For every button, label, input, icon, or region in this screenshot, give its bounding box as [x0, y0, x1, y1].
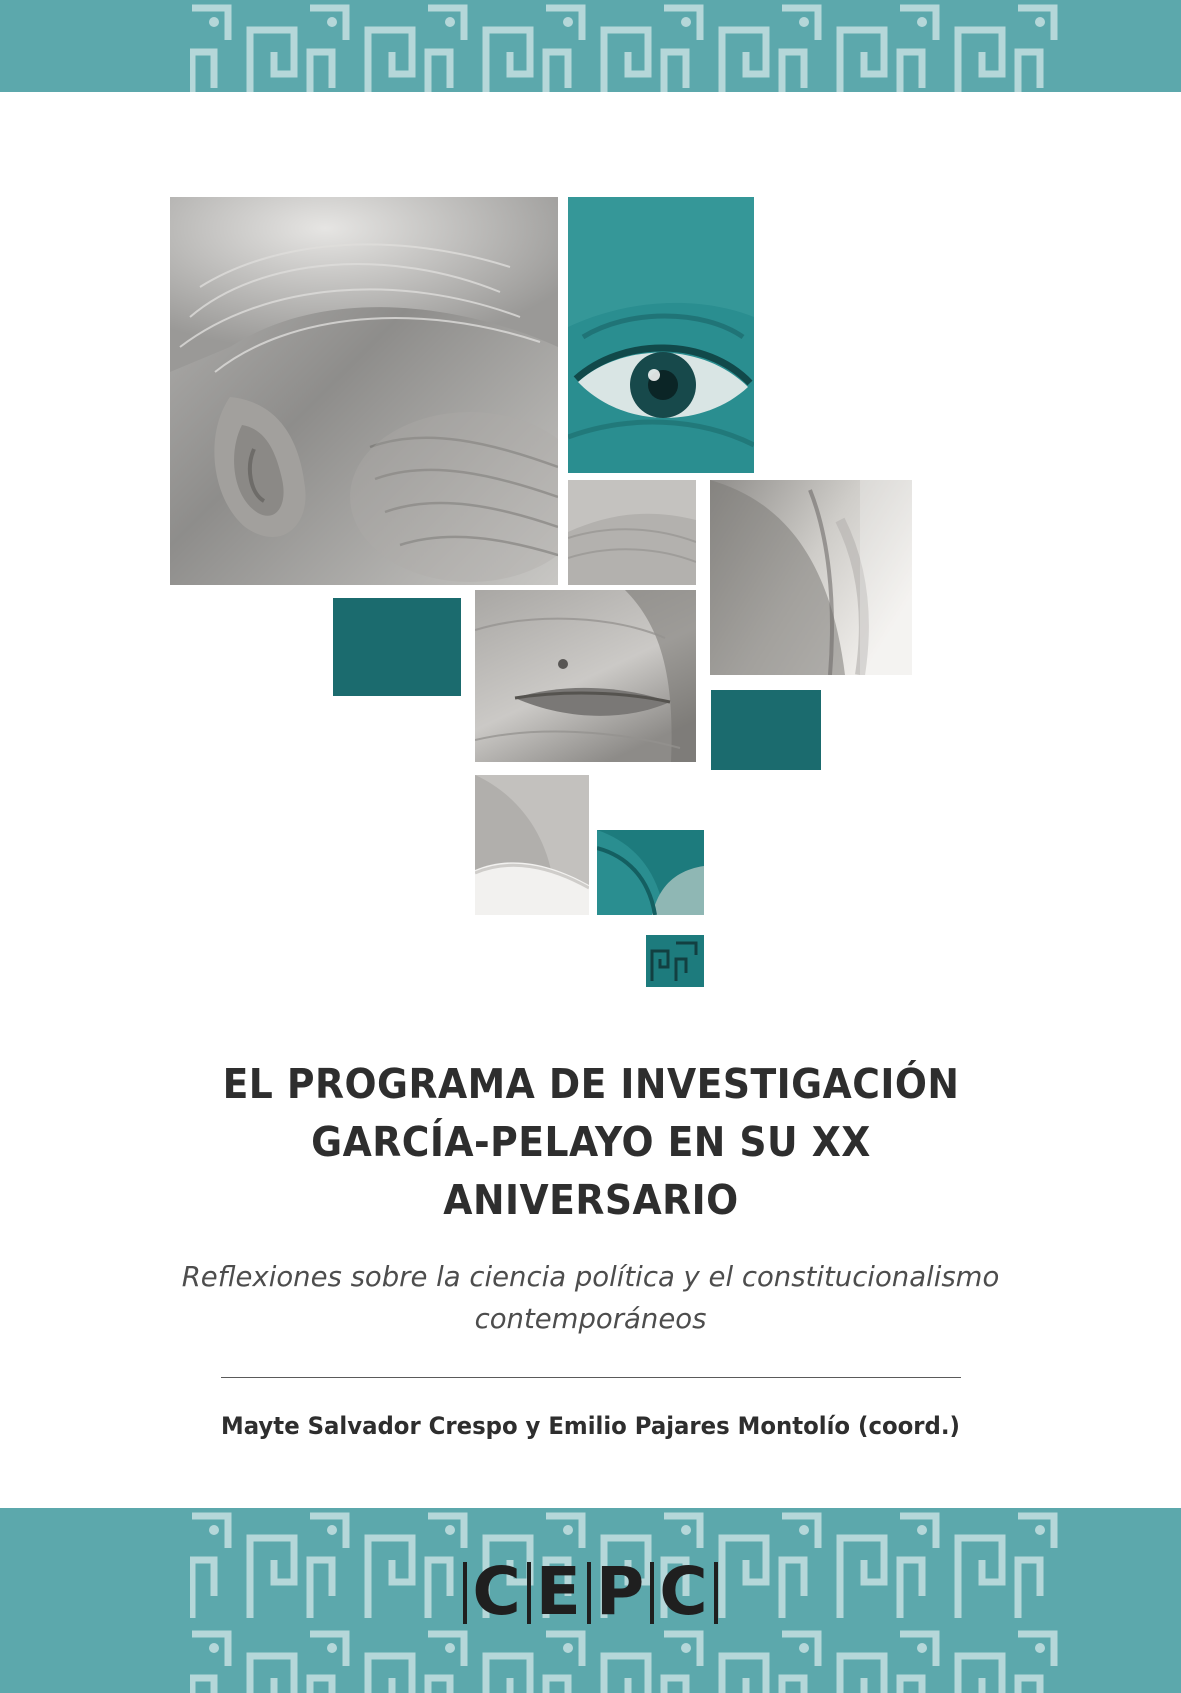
logo-bar-3: [650, 1562, 654, 1624]
title-line-2: GARCÍA-PELAYO EN SU XX ANIVERSARIO: [310, 1118, 871, 1225]
logo-bar-left: [463, 1562, 467, 1624]
tile-eye: [568, 197, 754, 473]
tile-collar-teal: [597, 830, 704, 915]
logo-bar-right: [714, 1562, 718, 1624]
cover-title-block: [0, 1055, 1181, 1440]
tile-pattern-small: [646, 935, 704, 987]
cepc-logo: [0, 1553, 1181, 1630]
logo-letter-c2: C: [659, 1553, 709, 1630]
authors-line: Mayte Salvador Crespo y Emilio Pajares Montolío (coord.): [221, 1411, 960, 1440]
tile-forehead-ear: [170, 197, 558, 585]
page-title: [177, 1055, 1005, 1230]
tile-nose-side: [710, 480, 912, 675]
tile-solid-left: [333, 598, 461, 696]
page-subtitle: [151, 1256, 1031, 1341]
divider-rule: [221, 1377, 961, 1378]
subtitle-line-2: contemporáneos: [474, 1303, 707, 1336]
title-line-1: EL PROGRAMA DE INVESTIGACIÓN: [222, 1060, 959, 1108]
tile-cheek-upper: [568, 480, 696, 585]
logo-letter-e: E: [535, 1553, 582, 1630]
logo-letter-p: P: [595, 1553, 646, 1630]
logo-bar-2: [587, 1562, 591, 1624]
tile-mouth: [475, 590, 696, 762]
logo-letter-c1: C: [472, 1553, 522, 1630]
tile-chin: [475, 775, 589, 915]
logo-bar-1: [527, 1562, 531, 1624]
subtitle-line-1: Reflexiones sobre la ciencia política y el constitucionalismo: [181, 1260, 1000, 1293]
tile-solid-right: [711, 690, 821, 770]
